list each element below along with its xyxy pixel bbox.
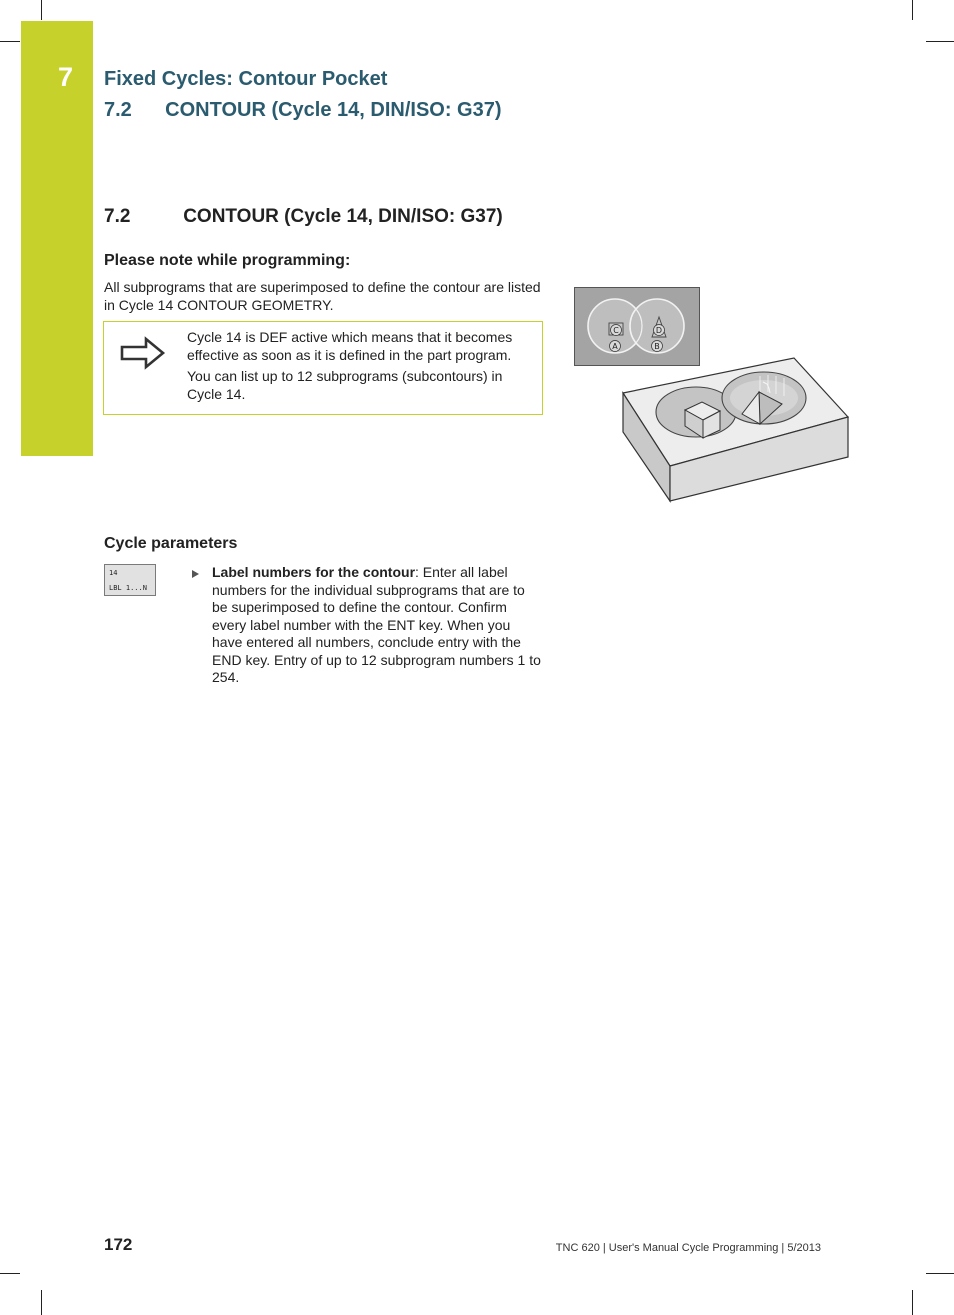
footer-text: TNC 620 | User's Manual Cycle Programming | 5/2013 bbox=[555, 1242, 821, 1254]
cycle-parameters-heading: Cycle parameters bbox=[104, 535, 238, 552]
crop-mark bbox=[912, 1290, 913, 1315]
diagram-label-b: B bbox=[654, 342, 660, 351]
chapter-side-bar bbox=[21, 21, 93, 456]
softkey-line2: LBL 1...N bbox=[109, 584, 147, 592]
page-number: 172 bbox=[104, 1235, 133, 1254]
bullet-triangle-icon bbox=[192, 570, 199, 578]
crop-mark bbox=[0, 41, 20, 42]
workpiece-illustration bbox=[618, 354, 854, 504]
crop-mark bbox=[41, 0, 42, 20]
parameter-description: : Enter all label numbers for the individual subprograms that are to be superimposed to define the contour. Confirm every label number with the ENT key. When you have entered all numbers, conclude entry with the END key. Entry of up to 12 subprogram numbers 1 to 254. bbox=[212, 564, 541, 685]
note-text bbox=[187, 329, 537, 407]
crop-mark bbox=[41, 1290, 42, 1315]
diagram-label-c: C bbox=[613, 326, 619, 335]
arrow-right-icon bbox=[120, 336, 166, 370]
chapter-number: 7 bbox=[58, 62, 74, 92]
note-line: Cycle 14 is DEF active which means that it becomes effective as soon as it is defined in the part program. bbox=[187, 329, 513, 363]
parameter-item bbox=[192, 564, 544, 687]
programming-note-heading: Please note while programming: bbox=[104, 252, 351, 269]
note-line: You can list up to 12 subprograms (subcontours) in Cycle 14. bbox=[187, 368, 503, 402]
diagram-label-a: A bbox=[612, 342, 618, 351]
crop-mark bbox=[926, 1273, 954, 1274]
softkey-line1: 14 bbox=[109, 569, 118, 577]
crop-mark bbox=[0, 1273, 20, 1274]
chapter-title: Fixed Cycles: Contour Pocket bbox=[104, 68, 388, 90]
cycle-14-softkey bbox=[104, 564, 156, 596]
intro-paragraph: All subprograms that are superimposed to define the contour are listed in Cycle 14 CONTOUR GEOMETRY. bbox=[104, 279, 541, 313]
parameter-label: Label numbers for the contour bbox=[212, 564, 416, 580]
crop-mark bbox=[912, 0, 913, 20]
diagram-label-d: D bbox=[655, 326, 663, 335]
crop-mark bbox=[926, 41, 954, 42]
note-box bbox=[103, 321, 543, 415]
section-label: 7.2 CONTOUR (Cycle 14, DIN/ISO: G37) bbox=[104, 99, 502, 121]
section-title: 7.2 CONTOUR (Cycle 14, DIN/ISO: G37) bbox=[104, 206, 503, 227]
